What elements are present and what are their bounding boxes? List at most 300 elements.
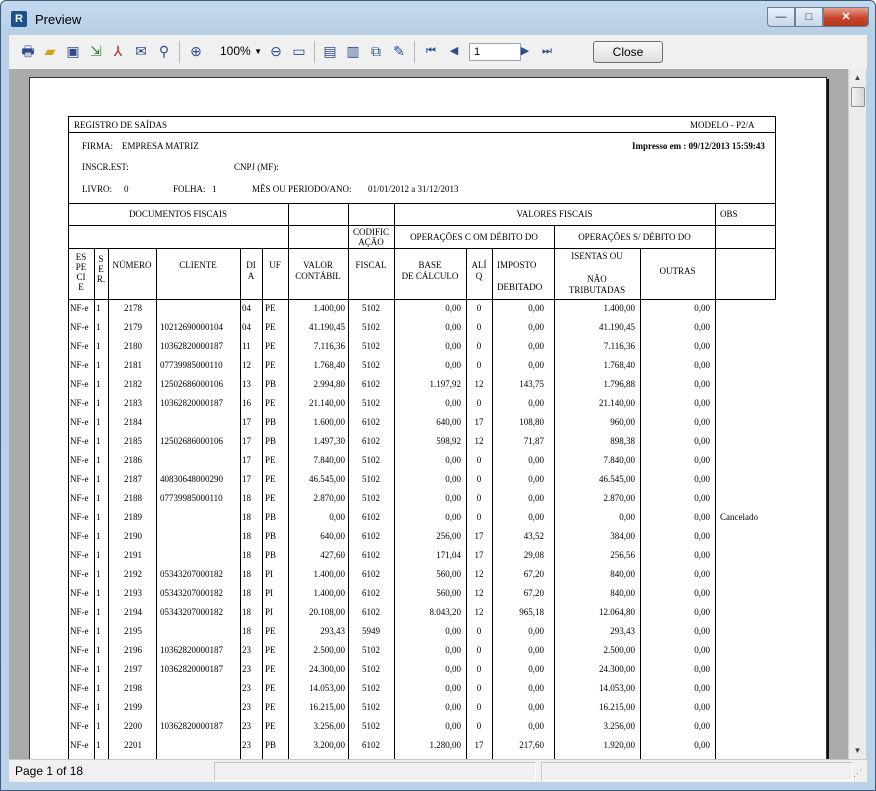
periodo-label: MÊS OU PERIODO/ANO: bbox=[252, 184, 352, 194]
firma-label: FIRMA: bbox=[82, 141, 114, 151]
cell-val: 20.108,00 bbox=[309, 607, 345, 617]
cell-ser: 1 bbox=[96, 474, 101, 484]
cell-esp: NF-e bbox=[70, 436, 89, 446]
cell-num: 2192 bbox=[124, 569, 142, 579]
cell-val: 2.870,00 bbox=[313, 493, 345, 503]
cell-num: 2196 bbox=[124, 645, 142, 655]
previous-page-icon[interactable]: ◀ bbox=[449, 45, 459, 57]
scroll-thumb[interactable] bbox=[851, 87, 865, 107]
cell-uf: PE bbox=[265, 322, 276, 332]
cell-ser: 1 bbox=[96, 436, 101, 446]
cell-out: 0,00 bbox=[694, 588, 710, 598]
cell-dia: 18 bbox=[242, 626, 251, 636]
close-button[interactable]: Close bbox=[593, 41, 663, 63]
cell-val: 1.497,30 bbox=[313, 436, 345, 446]
cell-num: 2197 bbox=[124, 664, 142, 674]
table-row bbox=[30, 622, 826, 641]
cell-ser: 1 bbox=[96, 360, 101, 370]
table-row bbox=[30, 356, 826, 375]
cell-val: 3.200,00 bbox=[313, 740, 345, 750]
cell-isen: 14.053,00 bbox=[599, 683, 635, 693]
first-page-icon[interactable]: ⏮ bbox=[426, 45, 436, 57]
zoom-select[interactable] bbox=[216, 43, 264, 60]
cell-isen: 840,00 bbox=[610, 569, 635, 579]
cell-val: 2.994,80 bbox=[313, 379, 345, 389]
cell-uf: PB bbox=[265, 531, 277, 541]
cell-uf: PE bbox=[265, 626, 276, 636]
cell-esp: NF-e bbox=[70, 341, 89, 351]
cell-out: 0,00 bbox=[694, 607, 710, 617]
cell-isen: 16.215,00 bbox=[599, 702, 635, 712]
table-row bbox=[30, 736, 826, 755]
cell-num: 2189 bbox=[124, 512, 142, 522]
save-icon[interactable]: ▣ bbox=[66, 43, 80, 59]
header-fiscal: FISCAL bbox=[355, 260, 387, 270]
cell-out: 0,00 bbox=[694, 740, 710, 750]
cell-cli: 10212690000104 bbox=[160, 322, 223, 332]
cell-isen: 960,00 bbox=[610, 417, 635, 427]
maximize-button[interactable]: □ bbox=[795, 7, 823, 27]
cell-out: 0,00 bbox=[694, 303, 710, 313]
cell-val: 293,43 bbox=[320, 626, 345, 636]
header-debitado: DEBITADO bbox=[497, 282, 543, 292]
cell-out: 0,00 bbox=[694, 550, 710, 560]
cell-out: 0,00 bbox=[694, 721, 710, 731]
cell-val: 3.256,00 bbox=[313, 721, 345, 731]
cell-uf: PB bbox=[265, 512, 277, 522]
cell-uf: PE bbox=[265, 398, 276, 408]
cell-isen: 46.545,00 bbox=[599, 474, 635, 484]
cell-ser: 1 bbox=[96, 702, 101, 712]
cell-num: 2194 bbox=[124, 607, 142, 617]
cell-cli: 07739985000110 bbox=[160, 360, 223, 370]
cell-base: 640,00 bbox=[436, 417, 461, 427]
zoom-in-icon[interactable]: ⊕ bbox=[190, 43, 202, 59]
cell-uf: PI bbox=[265, 607, 274, 617]
status-pane bbox=[214, 762, 536, 781]
cell-out: 0,00 bbox=[694, 512, 710, 522]
table-row bbox=[30, 413, 826, 432]
cell-esp: NF-e bbox=[70, 664, 89, 674]
cell-num: 2188 bbox=[124, 493, 142, 503]
cell-base: 0,00 bbox=[445, 721, 461, 731]
export-icon[interactable]: ⇲ bbox=[90, 43, 102, 59]
cell-imp: 29,08 bbox=[523, 550, 544, 560]
cell-dia: 18 bbox=[242, 512, 251, 522]
cell-cli: 10362820000187 bbox=[160, 664, 223, 674]
cell-num: 2179 bbox=[124, 322, 142, 332]
cell-esp: NF-e bbox=[70, 322, 89, 332]
cell-imp: 0,00 bbox=[528, 702, 544, 712]
email-icon[interactable]: ✉ bbox=[135, 43, 147, 59]
cell-base: 0,00 bbox=[445, 322, 461, 332]
header-numero: NÚMERO bbox=[112, 260, 152, 270]
rule bbox=[68, 116, 776, 117]
next-page-icon[interactable]: ▶ bbox=[520, 45, 530, 57]
cell-cfop: 6102 bbox=[362, 607, 380, 617]
firma-value: EMPRESA MATRIZ bbox=[122, 141, 199, 151]
cell-out: 0,00 bbox=[694, 322, 710, 332]
cell-cfop: 5102 bbox=[362, 303, 380, 313]
livro-label: LIVRO: bbox=[82, 184, 112, 194]
toolbar-separator bbox=[314, 41, 315, 63]
cell-val: 46.545,00 bbox=[309, 474, 345, 484]
cell-aliq: 12 bbox=[474, 379, 484, 389]
header-isentas-1: ISENTAS OU bbox=[571, 251, 623, 261]
cell-dia: 23 bbox=[242, 702, 251, 712]
cell-imp: 0,00 bbox=[528, 664, 544, 674]
cell-imp: 0,00 bbox=[528, 721, 544, 731]
cell-esp: NF-e bbox=[70, 512, 89, 522]
cell-imp: 0,00 bbox=[528, 303, 544, 313]
cell-isen: 898,38 bbox=[610, 436, 635, 446]
cell-base: 0,00 bbox=[445, 664, 461, 674]
cell-out: 0,00 bbox=[694, 569, 710, 579]
cell-esp: NF-e bbox=[70, 398, 89, 408]
cell-base: 8.043,20 bbox=[429, 607, 461, 617]
cell-aliq: 17 bbox=[474, 550, 484, 560]
cell-ser: 1 bbox=[96, 740, 101, 750]
cell-aliq: 0 bbox=[476, 341, 482, 351]
cell-esp: NF-e bbox=[70, 455, 89, 465]
cell-cli: 10362820000187 bbox=[160, 645, 223, 655]
print-icon[interactable]: 🖶 bbox=[21, 43, 35, 59]
cell-cfop: 6102 bbox=[362, 588, 380, 598]
table-row bbox=[30, 489, 826, 508]
book-view-icon[interactable]: ⧉ bbox=[371, 43, 381, 59]
cell-ser: 1 bbox=[96, 626, 101, 636]
cell-ser: 1 bbox=[96, 531, 101, 541]
cell-isen: 2.870,00 bbox=[603, 493, 635, 503]
cell-aliq: 0 bbox=[476, 626, 482, 636]
cell-base: 0,00 bbox=[445, 341, 461, 351]
cell-imp: 43,52 bbox=[523, 531, 544, 541]
cell-isen: 12.064,80 bbox=[599, 607, 635, 617]
cell-cfop: 5949 bbox=[362, 626, 380, 636]
cell-val: 16.215,00 bbox=[309, 702, 345, 712]
title-bar[interactable] bbox=[1, 1, 875, 35]
cell-cfop: 5102 bbox=[362, 493, 380, 503]
header-valores-fiscais: VALORES FISCAIS bbox=[516, 209, 593, 219]
open-folder-icon[interactable]: ▰ bbox=[44, 43, 56, 59]
cell-ser: 1 bbox=[96, 493, 101, 503]
header-sem-debito: OPERAÇÕES S/ DÉBITO DO bbox=[578, 232, 691, 242]
cell-cli: 05343207000182 bbox=[160, 607, 223, 617]
cell-isen: 0,00 bbox=[619, 512, 635, 522]
cell-uf: PI bbox=[265, 588, 274, 598]
cell-val: 1.400,00 bbox=[313, 303, 345, 313]
cell-esp: NF-e bbox=[70, 607, 89, 617]
header-codificacao-1: CODIFIC bbox=[352, 227, 389, 237]
full-screen-icon[interactable]: ▭ bbox=[292, 43, 306, 59]
cell-isen: 1.400,00 bbox=[603, 303, 635, 313]
cell-out: 0,00 bbox=[694, 455, 710, 465]
folha-value: 1 bbox=[212, 184, 217, 194]
header-obs: OBS bbox=[720, 209, 738, 219]
cell-dia: 13 bbox=[242, 379, 251, 389]
livro-value: 0 bbox=[124, 184, 129, 194]
table-row bbox=[30, 698, 826, 717]
cell-cfop: 5102 bbox=[362, 702, 380, 712]
cell-esp: NF-e bbox=[70, 683, 89, 693]
cell-dia: 04 bbox=[242, 303, 251, 313]
cell-dia: 18 bbox=[242, 531, 251, 541]
status-bar bbox=[9, 759, 867, 782]
cell-ser: 1 bbox=[96, 341, 101, 351]
cell-num: 2180 bbox=[124, 341, 142, 351]
cell-base: 1.280,00 bbox=[429, 740, 461, 750]
cell-dia: 18 bbox=[242, 493, 251, 503]
cell-imp: 67,20 bbox=[523, 588, 544, 598]
cell-dia: 11 bbox=[242, 341, 251, 351]
cell-aliq: 17 bbox=[474, 740, 484, 750]
header-isentas-2: NÃO bbox=[587, 274, 607, 284]
cell-cfop: 6102 bbox=[362, 569, 380, 579]
toolbar-separator bbox=[414, 41, 415, 63]
cell-aliq: 17 bbox=[474, 531, 484, 541]
cell-dia: 04 bbox=[242, 322, 251, 332]
cell-num: 2187 bbox=[124, 474, 142, 484]
cell-dia: 18 bbox=[242, 588, 251, 598]
cell-isen: 3.256,00 bbox=[603, 721, 635, 731]
cell-cli: 10362820000187 bbox=[160, 341, 223, 351]
cell-out: 0,00 bbox=[694, 683, 710, 693]
cell-uf: PE bbox=[265, 721, 276, 731]
cell-base: 598,92 bbox=[436, 436, 461, 446]
cell-cfop: 6102 bbox=[362, 550, 380, 560]
cell-val: 21.140,00 bbox=[309, 398, 345, 408]
cell-out: 0,00 bbox=[694, 531, 710, 541]
cell-imp: 0,00 bbox=[528, 455, 544, 465]
cell-cfop: 5102 bbox=[362, 683, 380, 693]
cell-cfop: 5102 bbox=[362, 455, 380, 465]
cell-dia: 23 bbox=[242, 721, 251, 731]
rule bbox=[68, 225, 776, 226]
cell-imp: 0,00 bbox=[528, 322, 544, 332]
cell-base: 0,00 bbox=[445, 702, 461, 712]
cell-esp: NF-e bbox=[70, 303, 89, 313]
header-documentos-fiscais: DOCUMENTOS FISCAIS bbox=[128, 209, 228, 219]
header-especie: ES PE CI E bbox=[75, 252, 87, 292]
table-row bbox=[30, 432, 826, 451]
cell-cli: 10362820000187 bbox=[160, 721, 223, 731]
zoom-value: 100% bbox=[220, 44, 251, 58]
cell-cli: 05343207000182 bbox=[160, 588, 223, 598]
cell-uf: PE bbox=[265, 455, 276, 465]
cell-out: 0,00 bbox=[694, 341, 710, 351]
cell-num: 2184 bbox=[124, 417, 142, 427]
cell-imp: 0,00 bbox=[528, 341, 544, 351]
cell-imp: 0,00 bbox=[528, 645, 544, 655]
cell-uf: PE bbox=[265, 360, 276, 370]
header-base-1: BASE bbox=[418, 260, 442, 270]
cell-dia: 16 bbox=[242, 398, 251, 408]
table-row bbox=[30, 337, 826, 356]
header-dia: DI A bbox=[246, 260, 256, 281]
rule bbox=[68, 248, 776, 249]
cell-dia: 18 bbox=[242, 569, 251, 579]
table-row bbox=[30, 527, 826, 546]
cell-ser: 1 bbox=[96, 379, 101, 389]
cell-imp: 71,87 bbox=[523, 436, 544, 446]
cell-aliq: 12 bbox=[474, 588, 484, 598]
cell-uf: PE bbox=[265, 474, 276, 484]
cell-uf: PE bbox=[265, 645, 276, 655]
cell-isen: 293,43 bbox=[610, 626, 635, 636]
cell-imp: 0,00 bbox=[528, 626, 544, 636]
cell-aliq: 12 bbox=[474, 607, 484, 617]
cell-val: 7.840,00 bbox=[313, 455, 345, 465]
find-icon[interactable]: ⚲ bbox=[158, 43, 170, 59]
cell-imp: 143,75 bbox=[519, 379, 544, 389]
cell-isen: 7.116,36 bbox=[603, 341, 635, 351]
cell-isen: 384,00 bbox=[610, 531, 635, 541]
cell-esp: NF-e bbox=[70, 493, 89, 503]
page-number-input[interactable]: 1 bbox=[469, 43, 521, 61]
cell-imp: 0,00 bbox=[528, 360, 544, 370]
cell-cfop: 6102 bbox=[362, 512, 380, 522]
minimize-button[interactable]: — bbox=[767, 7, 795, 27]
cell-num: 2185 bbox=[124, 436, 142, 446]
cell-out: 0,00 bbox=[694, 645, 710, 655]
cell-aliq: 0 bbox=[476, 721, 482, 731]
cell-num: 2183 bbox=[124, 398, 142, 408]
cell-dia: 17 bbox=[242, 455, 251, 465]
cell-num: 2191 bbox=[124, 550, 142, 560]
cell-esp: NF-e bbox=[70, 569, 89, 579]
cell-uf: PE bbox=[265, 683, 276, 693]
cell-val: 14.053,00 bbox=[309, 683, 345, 693]
cell-val: 1.400,00 bbox=[313, 588, 345, 598]
cell-val: 640,00 bbox=[320, 531, 345, 541]
table-row bbox=[30, 641, 826, 660]
cell-num: 2199 bbox=[124, 702, 142, 712]
cell-aliq: 0 bbox=[476, 360, 482, 370]
cell-uf: PE bbox=[265, 702, 276, 712]
vertical-scrollbar[interactable] bbox=[848, 69, 866, 759]
cell-ser: 1 bbox=[96, 322, 101, 332]
cell-num: 2193 bbox=[124, 588, 142, 598]
cell-base: 560,00 bbox=[436, 569, 461, 579]
cell-cfop: 6102 bbox=[362, 531, 380, 541]
cell-isen: 256,56 bbox=[610, 550, 635, 560]
scroll-up-icon[interactable]: ▲ bbox=[853, 73, 862, 82]
cell-num: 2200 bbox=[124, 721, 142, 731]
cell-imp: 0,00 bbox=[528, 493, 544, 503]
cell-uf: PB bbox=[265, 740, 277, 750]
scroll-down-icon[interactable]: ▼ bbox=[853, 746, 862, 755]
cell-uf: PE bbox=[265, 493, 276, 503]
pdf-icon[interactable]: ⅄ bbox=[113, 43, 123, 59]
cell-out: 0,00 bbox=[694, 664, 710, 674]
cell-esp: NF-e bbox=[70, 645, 89, 655]
cell-esp: NF-e bbox=[70, 531, 89, 541]
chevron-down-icon: ▼ bbox=[254, 47, 262, 56]
cell-dia: 18 bbox=[242, 550, 251, 560]
table-row bbox=[30, 660, 826, 679]
cell-aliq: 17 bbox=[474, 417, 484, 427]
cell-uf: PI bbox=[265, 569, 274, 579]
cell-imp: 965,18 bbox=[519, 607, 544, 617]
cnpj-label: CNPJ (MF): bbox=[234, 162, 279, 172]
page-indicator: Page 1 of 18 bbox=[15, 764, 84, 778]
close-window-button[interactable]: ✕ bbox=[823, 7, 869, 27]
cell-cfop: 5102 bbox=[362, 664, 380, 674]
cell-base: 1.197,92 bbox=[429, 379, 461, 389]
header-outras: OUTRAS bbox=[659, 266, 696, 276]
table-row bbox=[30, 565, 826, 584]
cell-cfop: 5102 bbox=[362, 645, 380, 655]
cell-ser: 1 bbox=[96, 550, 101, 560]
cell-esp: NF-e bbox=[70, 588, 89, 598]
header-cliente: CLIENTE bbox=[179, 260, 217, 270]
multi-page-icon[interactable]: ▥ bbox=[346, 43, 360, 59]
header-aliq-1: ALÍ bbox=[471, 260, 487, 270]
edit-icon[interactable]: ✎ bbox=[393, 43, 405, 59]
cell-cli: 12502686000106 bbox=[160, 436, 223, 446]
cell-esp: NF-e bbox=[70, 417, 89, 427]
cell-ser: 1 bbox=[96, 398, 101, 408]
zoom-out-icon[interactable]: ⊖ bbox=[270, 43, 282, 59]
inscr-label: INSCR.EST: bbox=[82, 162, 129, 172]
cell-ser: 1 bbox=[96, 683, 101, 693]
cell-imp: 0,00 bbox=[528, 683, 544, 693]
cell-esp: NF-e bbox=[70, 474, 89, 484]
cell-cfop: 5102 bbox=[362, 398, 380, 408]
cell-imp: 0,00 bbox=[528, 512, 544, 522]
cell-cli: 40830648000290 bbox=[160, 474, 223, 484]
last-page-icon[interactable]: ⏭ bbox=[542, 45, 552, 57]
cell-cli: 12502686000106 bbox=[160, 379, 223, 389]
cell-out: 0,00 bbox=[694, 474, 710, 484]
cell-esp: NF-e bbox=[70, 626, 89, 636]
cell-isen: 1.796,88 bbox=[603, 379, 635, 389]
resize-grip-icon[interactable]: ⋰ bbox=[853, 768, 862, 778]
cell-num: 2190 bbox=[124, 531, 142, 541]
cell-esp: NF-e bbox=[70, 702, 89, 712]
single-page-icon[interactable]: ▤ bbox=[323, 43, 337, 59]
cell-dia: 23 bbox=[242, 664, 251, 674]
cell-imp: 0,00 bbox=[528, 474, 544, 484]
cell-val: 1.400,00 bbox=[313, 569, 345, 579]
preview-area[interactable] bbox=[9, 69, 848, 759]
cell-ser: 1 bbox=[96, 512, 101, 522]
cell-aliq: 0 bbox=[476, 474, 482, 484]
cell-base: 0,00 bbox=[445, 455, 461, 465]
header-base-2: DE CÁLCULO bbox=[401, 271, 459, 281]
header-isentas-3: TRIBUTADAS bbox=[568, 285, 626, 295]
cell-cli: 05343207000182 bbox=[160, 569, 223, 579]
periodo-value: 01/01/2012 a 31/12/2013 bbox=[368, 184, 459, 194]
cell-out: 0,00 bbox=[694, 702, 710, 712]
table-row bbox=[30, 470, 826, 489]
cell-esp: NF-e bbox=[70, 550, 89, 560]
cell-uf: PE bbox=[265, 341, 276, 351]
cell-out: 0,00 bbox=[694, 360, 710, 370]
table-row bbox=[30, 451, 826, 470]
cell-out: 0,00 bbox=[694, 626, 710, 636]
cell-aliq: 0 bbox=[476, 664, 482, 674]
cell-out: 0,00 bbox=[694, 398, 710, 408]
cell-isen: 840,00 bbox=[610, 588, 635, 598]
table-row bbox=[30, 679, 826, 698]
cell-base: 560,00 bbox=[436, 588, 461, 598]
cell-num: 2181 bbox=[124, 360, 142, 370]
table-row bbox=[30, 584, 826, 603]
app-logo-icon: R bbox=[11, 11, 27, 27]
cell-dia: 23 bbox=[242, 683, 251, 693]
cell-dia: 17 bbox=[242, 474, 251, 484]
